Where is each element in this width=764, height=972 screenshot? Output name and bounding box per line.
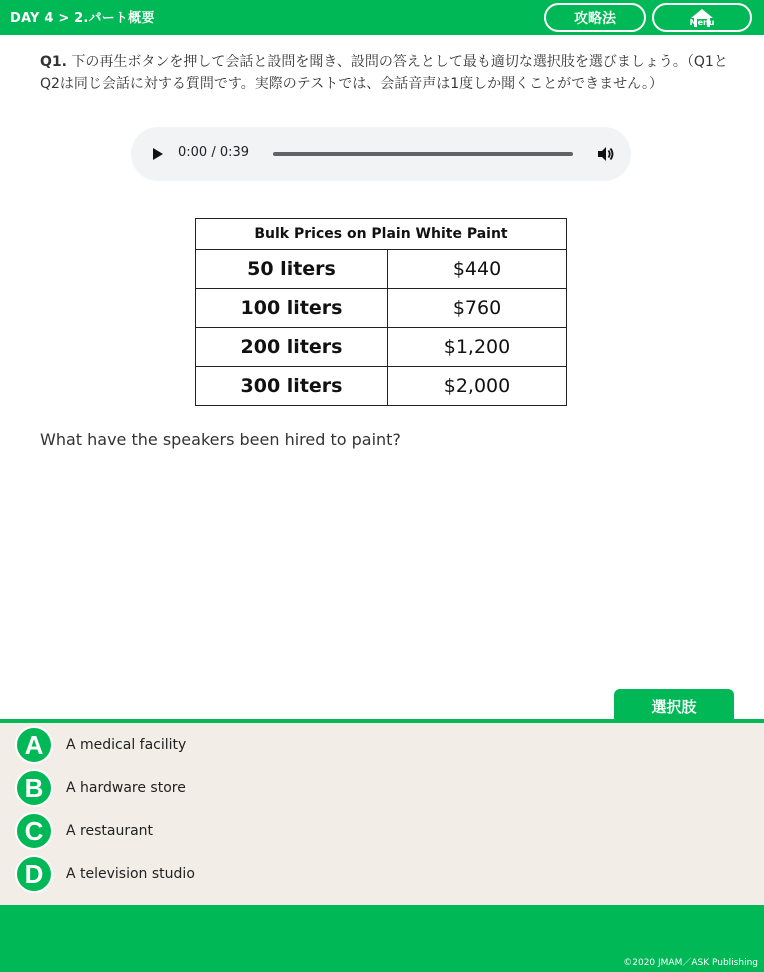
quantity-cell: 100 liters — [196, 289, 388, 328]
choices-tab: 選択肢 — [614, 689, 734, 721]
menu-button[interactable] — [652, 3, 752, 32]
copyright: ©2020 JMAM／ASK Publishing — [623, 958, 758, 968]
quantity-cell: 300 liters — [196, 367, 388, 406]
strategy-button[interactable]: 攻略法 — [544, 3, 646, 32]
audio-player — [131, 127, 631, 181]
table-title: Bulk Prices on Plain White Paint — [196, 219, 567, 250]
price-cell: $1,200 — [388, 328, 567, 367]
volume-icon[interactable] — [596, 145, 614, 163]
choice-badge: C — [15, 812, 53, 850]
quantity-cell: 200 liters — [196, 328, 388, 367]
question-prompt: What have the speakers been hired to paint? — [40, 430, 401, 449]
play-icon[interactable] — [152, 147, 164, 161]
question-instructions — [40, 51, 730, 95]
question-number: Q1. — [40, 54, 67, 70]
price-cell: $440 — [388, 250, 567, 289]
choice-d[interactable] — [15, 855, 195, 893]
choice-c[interactable] — [15, 812, 153, 850]
quantity-cell: 50 liters — [196, 250, 388, 289]
choice-text: A restaurant — [66, 823, 154, 839]
table-row — [196, 289, 567, 328]
choice-badge: B — [15, 769, 53, 807]
choice-badge: A — [15, 726, 53, 764]
menu-label: Menu — [689, 18, 715, 27]
choices-panel — [0, 723, 764, 905]
footer — [0, 905, 764, 972]
audio-progress-bar[interactable] — [273, 152, 573, 156]
choice-b[interactable] — [15, 769, 186, 807]
audio-time: 0:00 / 0:39 — [178, 145, 250, 160]
choice-text: A medical facility — [66, 737, 187, 753]
table-row — [196, 328, 567, 367]
table-row — [196, 250, 567, 289]
question-text: 下の再生ボタンを押して会話と設問を聞き、設問の答えとして最も適切な選択肢を選びましょう。（Q1とQ2は同じ会話に対する質問です。実際のテストでは、会話音声は1度しか聞くことができません。） — [40, 54, 728, 92]
price-cell: $760 — [388, 289, 567, 328]
choice-text: A hardware store — [66, 780, 186, 796]
price-cell: $2,000 — [388, 367, 567, 406]
top-bar — [0, 0, 764, 35]
choice-badge: D — [15, 855, 53, 893]
breadcrumb: DAY 4 > 2.パート概要 — [10, 11, 155, 26]
choice-text: A television studio — [66, 866, 195, 882]
choice-a[interactable] — [15, 726, 186, 764]
price-table — [195, 218, 567, 406]
table-row — [196, 367, 567, 406]
